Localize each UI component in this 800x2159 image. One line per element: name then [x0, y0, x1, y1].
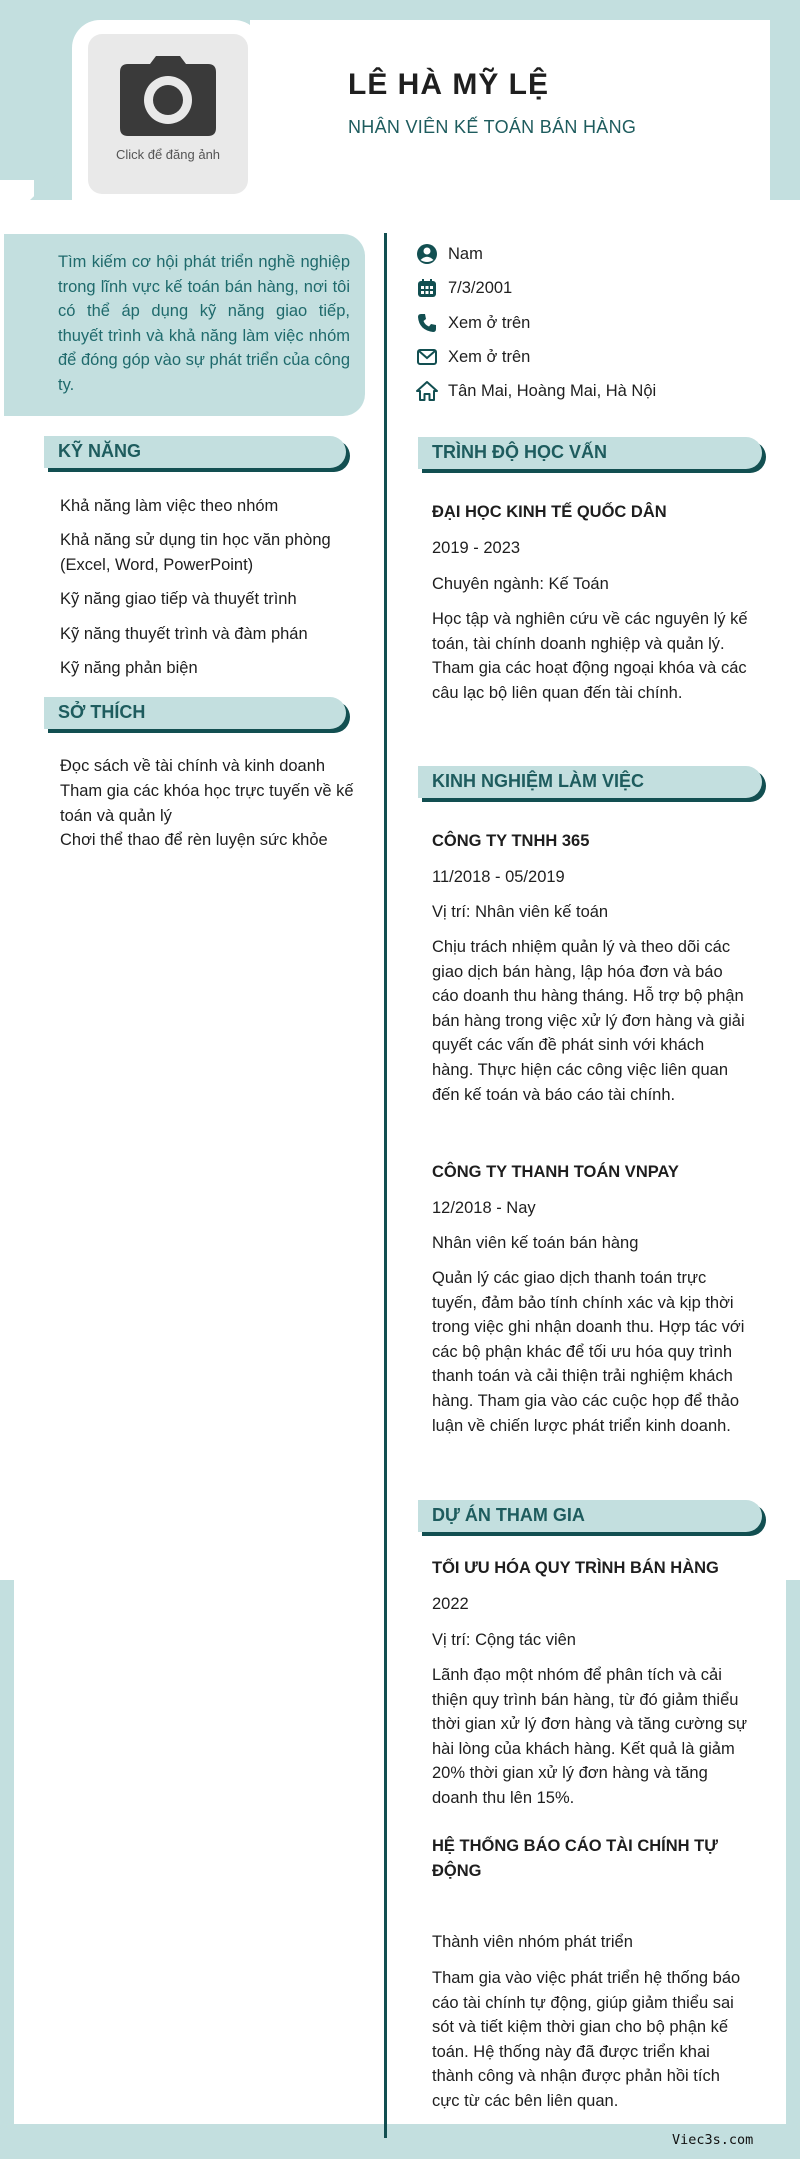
experience-heading-label[interactable]: KINH NGHIỆM LÀM VIỆC: [432, 771, 645, 791]
birthday-value[interactable]: 7/3/2001: [448, 279, 513, 297]
photo-upload[interactable]: [88, 34, 248, 194]
skill-item[interactable]: Khả năng sử dụng tin học văn phòng (Excel, Word, PowerPoint): [60, 531, 331, 574]
hobbies-heading: [44, 697, 346, 729]
objective-text[interactable]: Tìm kiếm cơ hội phát triển nghề nghiệp trong lĩnh vực kế toán bán hàng, nơi tôi có thể áp dụng kỹ năng giao tiếp, thuyết trình và khả năng làm việc nhóm để đóng góp vào sự phát triển của công ty.: [58, 253, 350, 394]
calendar-icon: [416, 277, 438, 299]
project-name[interactable]: TỐI ƯU HÓA QUY TRÌNH BÁN HÀNG: [432, 1559, 719, 1577]
phone-value[interactable]: Xem ở trên: [448, 314, 531, 332]
camera-icon: [120, 56, 216, 136]
job-description[interactable]: Chịu trách nhiệm quản lý và theo dõi các giao dịch bán hàng, lập hóa đơn và báo cáo doanh thu hàng tháng. Hỗ trợ bộ phận bán hàng trong việc xử lý đơn hàng và giải quyết các vấn đề phát sinh với khách hàng. Thực hiện các công việc liên quan đến kế toán và báo cáo tài chính.: [432, 938, 745, 1104]
hobby-item[interactable]: Đọc sách về tài chính và kinh doanh: [60, 757, 326, 775]
project-description[interactable]: Tham gia vào việc phát triển hệ thống báo cáo tài chính tự động, giúp giảm thiểu sai sót và tiết kiệm thời gian cho bộ phận kế toán. Hệ thống này đã được triển khai thành công và nhận được phản hồi tích cực từ các bên liên quan.: [432, 1969, 741, 2110]
projects-heading: [418, 1500, 762, 1532]
candidate-name[interactable]: LÊ HÀ MỸ LỆ: [348, 68, 550, 101]
objective-box: [4, 234, 365, 416]
projects-heading-label[interactable]: DỰ ÁN THAM GIA: [432, 1505, 585, 1525]
skill-item[interactable]: Kỹ năng giao tiếp và thuyết trình: [60, 590, 297, 608]
photo-caption: Click để đăng ảnh: [115, 147, 221, 162]
hobbies-heading-label[interactable]: SỞ THÍCH: [58, 702, 146, 722]
gender-value[interactable]: Nam: [448, 245, 483, 263]
phone-icon: [416, 312, 438, 334]
email-value[interactable]: Xem ở trên: [448, 348, 531, 366]
project-role[interactable]: Thành viên nhóm phát triển: [432, 1933, 633, 1951]
job-title[interactable]: NHÂN VIÊN KẾ TOÁN BÁN HÀNG: [348, 117, 637, 137]
project-name[interactable]: HỆ THỐNG BÁO CÁO TÀI CHÍNH TỰ ĐỘNG: [432, 1837, 718, 1880]
project-year[interactable]: 2022: [432, 1595, 469, 1613]
project-role[interactable]: Vị trí: Cộng tác viên: [432, 1631, 576, 1649]
lower-right-strip: [786, 1580, 800, 2159]
hobby-item[interactable]: Chơi thể thao để rèn luyện sức khỏe: [60, 831, 328, 849]
job-period[interactable]: 11/2018 - 05/2019: [432, 868, 565, 886]
address-value[interactable]: Tân Mai, Hoàng Mai, Hà Nội: [448, 382, 657, 400]
home-icon: [416, 380, 438, 402]
school-name[interactable]: ĐẠI HỌC KINH TẾ QUỐC DÂN: [432, 503, 667, 521]
email-icon: [416, 346, 438, 368]
education-major[interactable]: Chuyên ngành: Kế Toán: [432, 575, 609, 593]
hobby-item[interactable]: Tham gia các khóa học trực tuyến về kế toán và quản lý: [60, 782, 354, 825]
skills-heading-label[interactable]: KỸ NĂNG: [58, 441, 142, 461]
job-company[interactable]: CÔNG TY TNHH 365: [432, 832, 590, 850]
job-company[interactable]: CÔNG TY THANH TOÁN VNPAY: [432, 1163, 679, 1181]
education-heading: [418, 437, 762, 469]
job-position[interactable]: Nhân viên kế toán bán hàng: [432, 1234, 639, 1252]
skill-item[interactable]: Kỹ năng phản biện: [60, 659, 198, 677]
job-description[interactable]: Quản lý các giao dịch thanh toán trực tuyến, đảm bảo tính chính xác và kịp thời trong việc ghi nhận doanh thu. Hợp tác với các bộ phận khác để tối ưu hóa quy trình thanh toán và cải thiện trải nghiệm khách hàng. Tham gia vào các cuộc họp để thảo luận về chiến lược phát triển kinh doanh.: [432, 1269, 745, 1435]
header-card: [250, 20, 770, 200]
footer-brand: Viec3s.com: [672, 2132, 754, 2148]
skill-item[interactable]: Khả năng làm việc theo nhóm: [60, 497, 279, 515]
column-divider: [384, 233, 387, 2138]
education-period[interactable]: 2019 - 2023: [432, 539, 521, 557]
skills-heading: [44, 436, 346, 468]
header-corner-notch: [0, 180, 34, 200]
lower-left-strip: [0, 1580, 14, 2159]
person-icon: [416, 243, 438, 265]
project-description[interactable]: Lãnh đạo một nhóm để phân tích và cải thiện quy trình bán hàng, từ đó giảm thiểu thời gian xử lý đơn hàng và tăng cường sự hài lòng của khách hàng. Kết quả là giảm 20% thời gian xử lý đơn hàng và tăng doanh thu lên 15%.: [432, 1666, 748, 1807]
job-period[interactable]: 12/2018 - Nay: [432, 1199, 536, 1217]
skill-item[interactable]: Kỹ năng thuyết trình và đàm phán: [60, 625, 308, 643]
experience-heading: [418, 766, 762, 798]
education-description[interactable]: Học tập và nghiên cứu về các nguyên lý kế toán, tài chính doanh nghiệp và quản lý. Tham gia các hoạt động ngoại khóa và các câu lạc bộ liên quan đến tài chính.: [432, 610, 748, 702]
education-heading-label[interactable]: TRÌNH ĐỘ HỌC VẤN: [432, 442, 607, 462]
job-position[interactable]: Vị trí: Nhân viên kế toán: [432, 903, 609, 921]
